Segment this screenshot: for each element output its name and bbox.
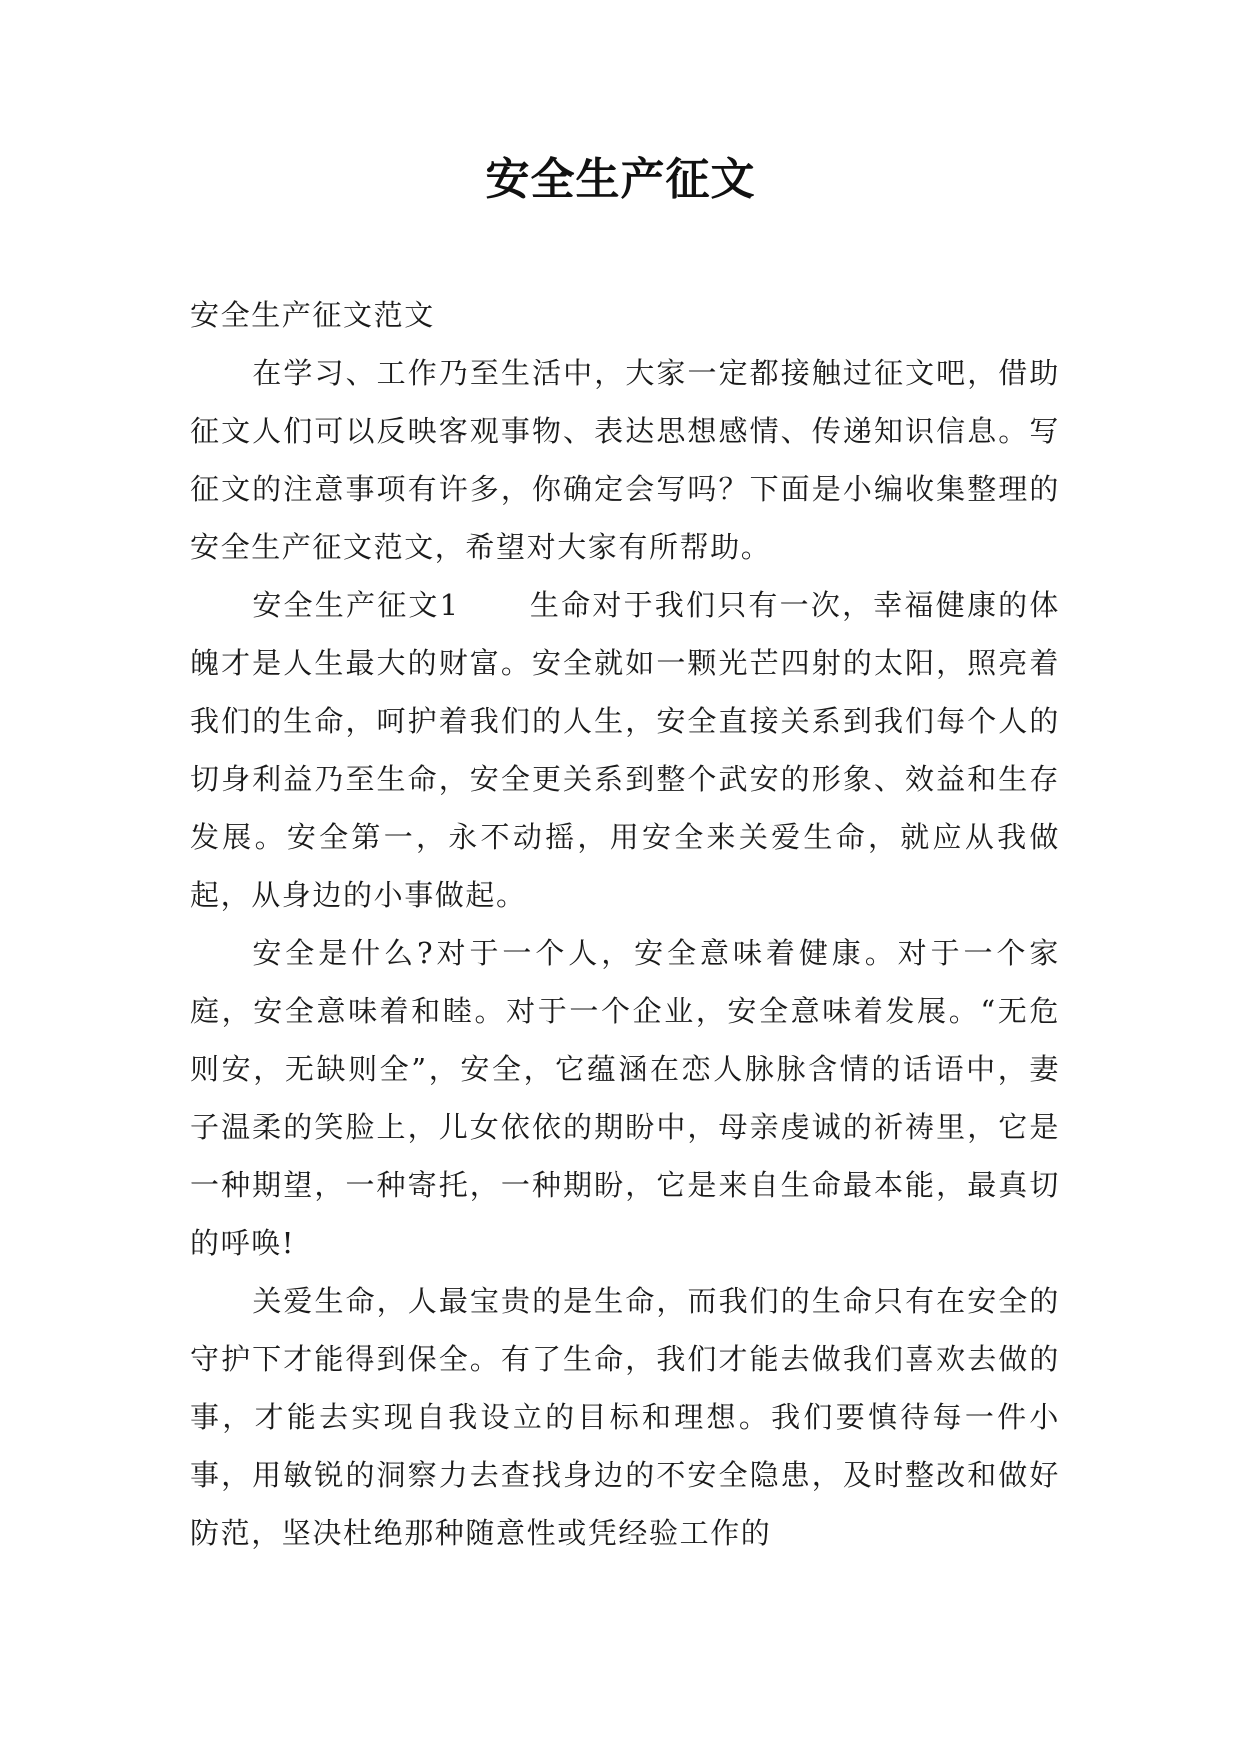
section1-heading: 安全生产征文1 — [252, 588, 460, 622]
intro-paragraph: 在学习、工作乃至生活中，大家一定都接触过征文吧，借助征文人们可以反映客观事物、表达思想感情、传递知识信息。写征文的注意事项有许多，你确定会写吗？下面是小编收集整理的安全生产征文范文，希望对大家有所帮助。 — [190, 356, 1060, 564]
section1-paragraph-2: 安全是什么?对于一个人，安全意味着健康。对于一个家庭，安全意味着和睦。对于一个企业，安全意味着发展。“无危则安，无缺则全”，安全，它蕴涵在恋人脉脉含情的话语中，妻子温柔的笑脸上，儿女依依的期盼中，母亲虔诚的祈祷里，它是一种期望，一种寄托，一种期盼，它是来自生命最本能，最真切的呼唤! — [190, 936, 1060, 1260]
document-body — [190, 286, 1060, 1562]
document-title: 安全生产征文 — [485, 154, 756, 205]
document-subtitle: 安全生产征文范文 — [190, 298, 435, 332]
section1-paragraph-1 — [190, 576, 1060, 924]
section1-paragraph-3: 关爱生命，人最宝贵的是生命，而我们的生命只有在安全的守护下才能得到保全。有了生命，我们才能去做我们喜欢去做的事，才能去实现自我设立的目标和理想。我们要慎待每一件小事，用敏锐的洞察力去查找身边的不安全隐患，及时整改和做好防范，坚决杜绝那种随意性或凭经验工作的 — [190, 1284, 1060, 1550]
section1-paragraph-1-text: 生命对于我们只有一次，幸福健康的体魄才是人生最大的财富。安全就如一颗光芒四射的太阳，照亮着我们的生命，呵护着我们的人生，安全直接关系到我们每个人的切身利益乃至生命，安全更关系到整个武安的形象、效益和生存发展。安全第一，永不动摇，用安全来关爱生命，就应从我做起，从身边的小事做起。 — [190, 588, 1060, 912]
